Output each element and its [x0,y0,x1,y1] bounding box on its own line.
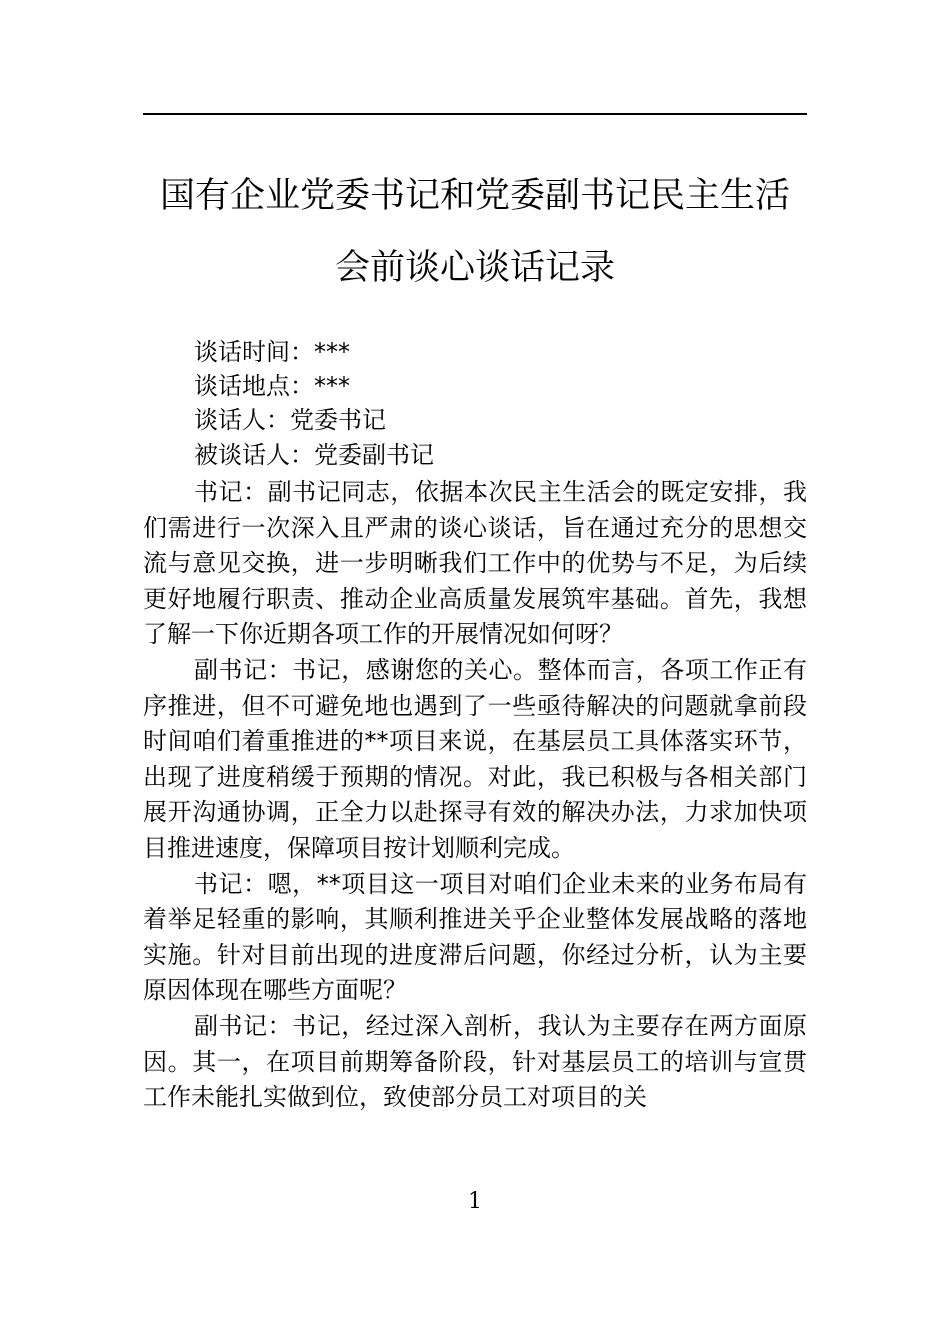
page-number: 1 [468,1189,482,1214]
meta-interviewee: 被谈话人：党委副书记 [194,441,434,469]
paragraph-secretary-2: 书记：嗯，**项目这一项目对咱们企业未来的业务布局有着举足轻重的影响，其顺利推进关乎企业整体发展战略的落地实施。针对目前出现的进度滞后问题，你经过分析，认为主要原因体现在哪些方面呢？ [143,869,807,1005]
document-title-line-2: 会前谈心谈话记录 [334,248,615,288]
meta-talker: 谈话人：党委书记 [194,406,386,434]
paragraph-deputy-2: 副书记：书记，经过深入剖析，我认为主要存在两方面原因。其一，在项目前期筹备阶段，针对基层员工的培训与宣贯工作未能扎实做到位，致使部分员工对项目的关 [143,1011,807,1112]
meta-talk-location: 谈话地点：*** [194,372,350,400]
paragraph-deputy-1: 副书记：书记，感谢您的关心。整体而言，各项工作正有序推进，但不可避免地也遇到了一些亟待解决的问题就拿前段时间咱们着重推进的**项目来说，在基层员工具体落实环节，出现了进度稍缓于预期的情况。对此，我已积极与各相关部门展开沟通协调，正全力以赴探寻有效的解决办法，力求加快项目推进速度，保障项目按计划顺利完成。 [143,655,807,862]
document-title-line-1: 国有企业党委书记和党委副书记民主生活 [159,176,790,216]
paragraph-secretary-1: 书记：副书记同志，依据本次民主生活会的既定安排，我们需进行一次深入且严肃的谈心谈话，旨在通过充分的思想交流与意见交换，进一步明晰我们工作中的优势与不足，为后续更好地履行职责、推动企业高质量发展筑牢基础。首先，我想了解一下你近期各项工作的开展情况如何呀？ [143,478,807,649]
header-rule [143,113,807,115]
dialogue-body [143,475,807,1116]
meta-talk-time: 谈话时间：*** [194,338,350,366]
